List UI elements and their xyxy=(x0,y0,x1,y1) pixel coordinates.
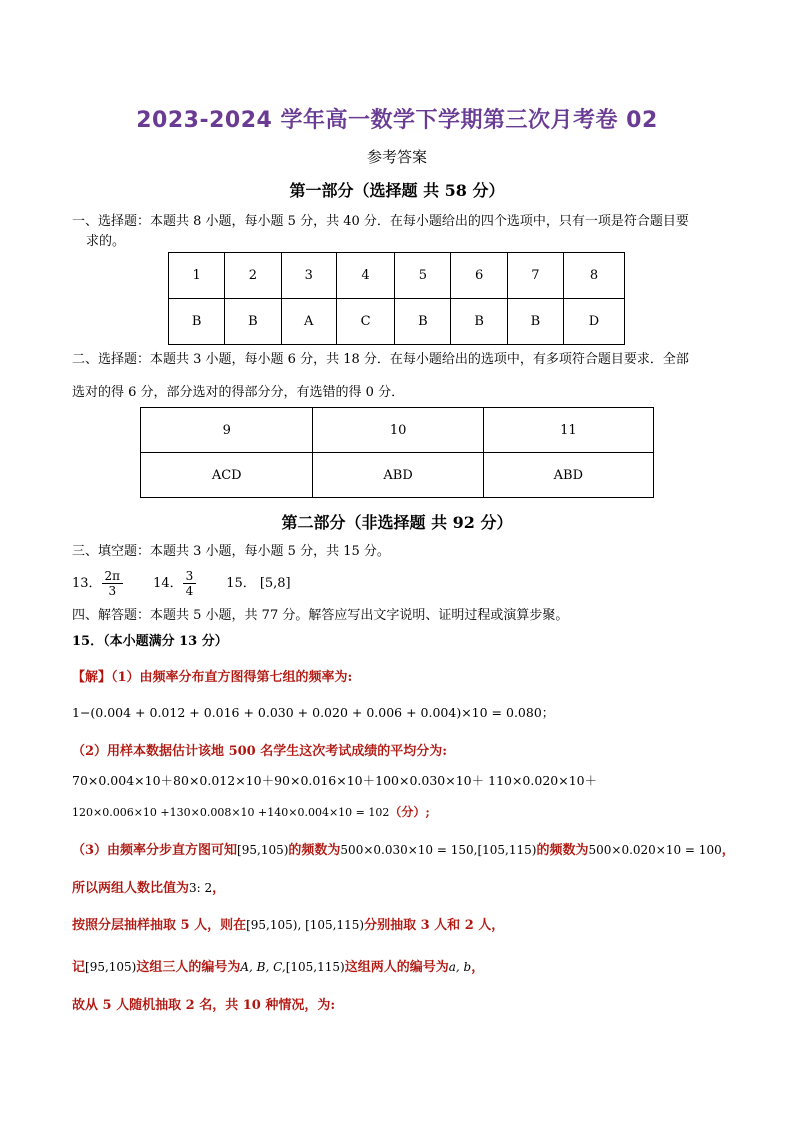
final-line: 故从 5 人随机抽取 2 名，共 10 种情况，为: xyxy=(72,998,336,1013)
question-number-cell: 9 xyxy=(141,408,313,453)
answer-cell: B xyxy=(507,299,563,345)
question-number-cell: 10 xyxy=(313,408,483,453)
equation-2a: 70×0.004×10＋80×0.012×10＋90×0.016×10＋100×0.030×10＋ 110×0.020×10＋ xyxy=(72,773,598,788)
answer-cell: ABD xyxy=(483,453,653,498)
page-subtitle: 参考答案 xyxy=(366,148,427,166)
sampling-line xyxy=(72,914,504,933)
step3-equation-2: 500×0.020×10 = 100 xyxy=(588,843,722,857)
sampling-text-b: 分别抽取 3 人和 2 人， xyxy=(364,918,505,933)
q13-label: 13． xyxy=(72,575,102,591)
answer-cell: A xyxy=(281,299,336,345)
answer-cell: B xyxy=(225,299,281,345)
page-title: 2023-2024 学年高一数学下学期第三次月考卷 02 xyxy=(136,108,658,133)
labeling-text-a: 记 xyxy=(72,960,86,975)
interval-95-105: [95,105) xyxy=(237,843,289,857)
labeling-end: ， xyxy=(471,960,485,975)
solution-step3 xyxy=(72,839,735,858)
equation-2b-expression: 120×0.006×10 +130×0.008×10 +140×0.004×10 = 102 xyxy=(72,806,390,819)
section3-instructions: 三、填空题：本题共 3 小题，每小题 5 分，共 15 分。 xyxy=(72,544,390,559)
answer-cell: B xyxy=(169,299,225,345)
solution-step1-text: （1）由频率分布直方图得第七组的频率为: xyxy=(111,670,353,685)
section1-instructions-line2: 求的。 xyxy=(86,234,126,249)
equation-2b-unit: （分）; xyxy=(389,805,430,819)
labeling-text-c: 这组两人的编号为 xyxy=(344,960,449,975)
step3-equation-1: 500×0.030×10 = 150, xyxy=(340,843,478,857)
section2-instructions-line2: 选对的得 6 分，部分选对的得部分分，有选错的得 0 分． xyxy=(72,385,405,400)
question-number-cell: 11 xyxy=(483,408,653,453)
ratio-value: 3: 2 xyxy=(189,881,213,895)
q15-answer: [5,8] xyxy=(259,575,291,591)
question-number-cell: 7 xyxy=(507,253,563,299)
labeling-values-1: A, B, C, xyxy=(240,960,286,974)
table-row xyxy=(141,453,654,498)
step3-text-c: 的频数为 xyxy=(536,843,589,858)
answer-cell: ABD xyxy=(313,453,483,498)
section2-answer-table xyxy=(140,407,654,498)
ratio-line xyxy=(72,877,225,896)
section1-answer-table xyxy=(168,252,625,345)
sampling-text-a: 按照分层抽样抽取 5 人，则在 xyxy=(72,918,247,933)
labeling-text-b: 这组三人的编号为 xyxy=(136,960,241,975)
answer-cell: B xyxy=(395,299,451,345)
q15-label: 15． xyxy=(226,575,256,591)
part2-heading: 第二部分（非选择题 共 92 分） xyxy=(281,513,513,532)
question-number-cell: 2 xyxy=(225,253,281,299)
question-number-cell: 1 xyxy=(169,253,225,299)
problem-15-heading: 15．（本小题满分 13 分） xyxy=(72,634,228,649)
table-row xyxy=(169,253,625,299)
labeling-interval-1: [95,105) xyxy=(85,960,137,974)
q14-fraction xyxy=(183,569,197,598)
question-number-cell: 3 xyxy=(281,253,336,299)
solution-step2: （2）用样本数据估计该地 500 名学生这次考试成绩的平均分为: xyxy=(72,744,448,759)
step3-text-a: （3）由频率分步直方图可知 xyxy=(72,843,238,858)
question-number-cell: 8 xyxy=(564,253,625,299)
solution-step1 xyxy=(72,666,352,685)
step3-text-b: 的频数为 xyxy=(288,843,341,858)
part1-heading: 第一部分（选择题 共 58 分） xyxy=(289,181,505,200)
q13-numerator: 2π xyxy=(102,569,124,584)
interval-105-115: [105,115) xyxy=(477,843,537,857)
labeling-interval-2: [105,115) xyxy=(285,960,345,974)
q14-denominator: 4 xyxy=(185,583,194,598)
fill-in-answers xyxy=(72,566,291,600)
section4-instructions: 四、解答题：本题共 5 小题，共 77 分。解答应写出文字说明、证明过程或演算步聚。 xyxy=(72,608,569,623)
question-number-cell: 5 xyxy=(395,253,451,299)
question-number-cell: 6 xyxy=(451,253,507,299)
q14-numerator: 3 xyxy=(183,569,197,584)
table-row xyxy=(141,408,654,453)
question-number-cell: 4 xyxy=(336,253,394,299)
labeling-line xyxy=(72,956,484,975)
section1-instructions-line1: 一、选择题：本题共 8 小题，每小题 5 分，共 40 分．在每小题给出的四个选项中，只有一项是符合题目要 xyxy=(72,214,689,229)
answer-cell: C xyxy=(336,299,394,345)
solution-tag: 【解】 xyxy=(72,670,112,685)
sampling-intervals: [95,105), [105,115) xyxy=(246,918,365,932)
equation-2b xyxy=(72,803,430,820)
answer-cell: ACD xyxy=(141,453,313,498)
section2-instructions-line1: 二、选择题：本题共 3 小题，每小题 6 分，共 18 分．在每小题给出的选项中，有多项符合题目要求．全部 xyxy=(72,352,689,367)
answer-cell: B xyxy=(451,299,507,345)
step3-end: ， xyxy=(721,843,735,858)
q14-label: 14． xyxy=(153,575,183,591)
ratio-end: ， xyxy=(212,881,226,896)
q13-fraction xyxy=(102,569,124,598)
labeling-values-2: a, b xyxy=(448,960,472,974)
ratio-text: 所以两组人数比值为 xyxy=(72,881,190,896)
answer-cell: D xyxy=(564,299,625,345)
equation-1: 1−(0.004 + 0.012 + 0.016 + 0.030 + 0.020 + 0.006 + 0.004)×10 = 0.080； xyxy=(72,705,555,720)
table-row xyxy=(169,299,625,345)
q13-denominator: 3 xyxy=(108,583,117,598)
